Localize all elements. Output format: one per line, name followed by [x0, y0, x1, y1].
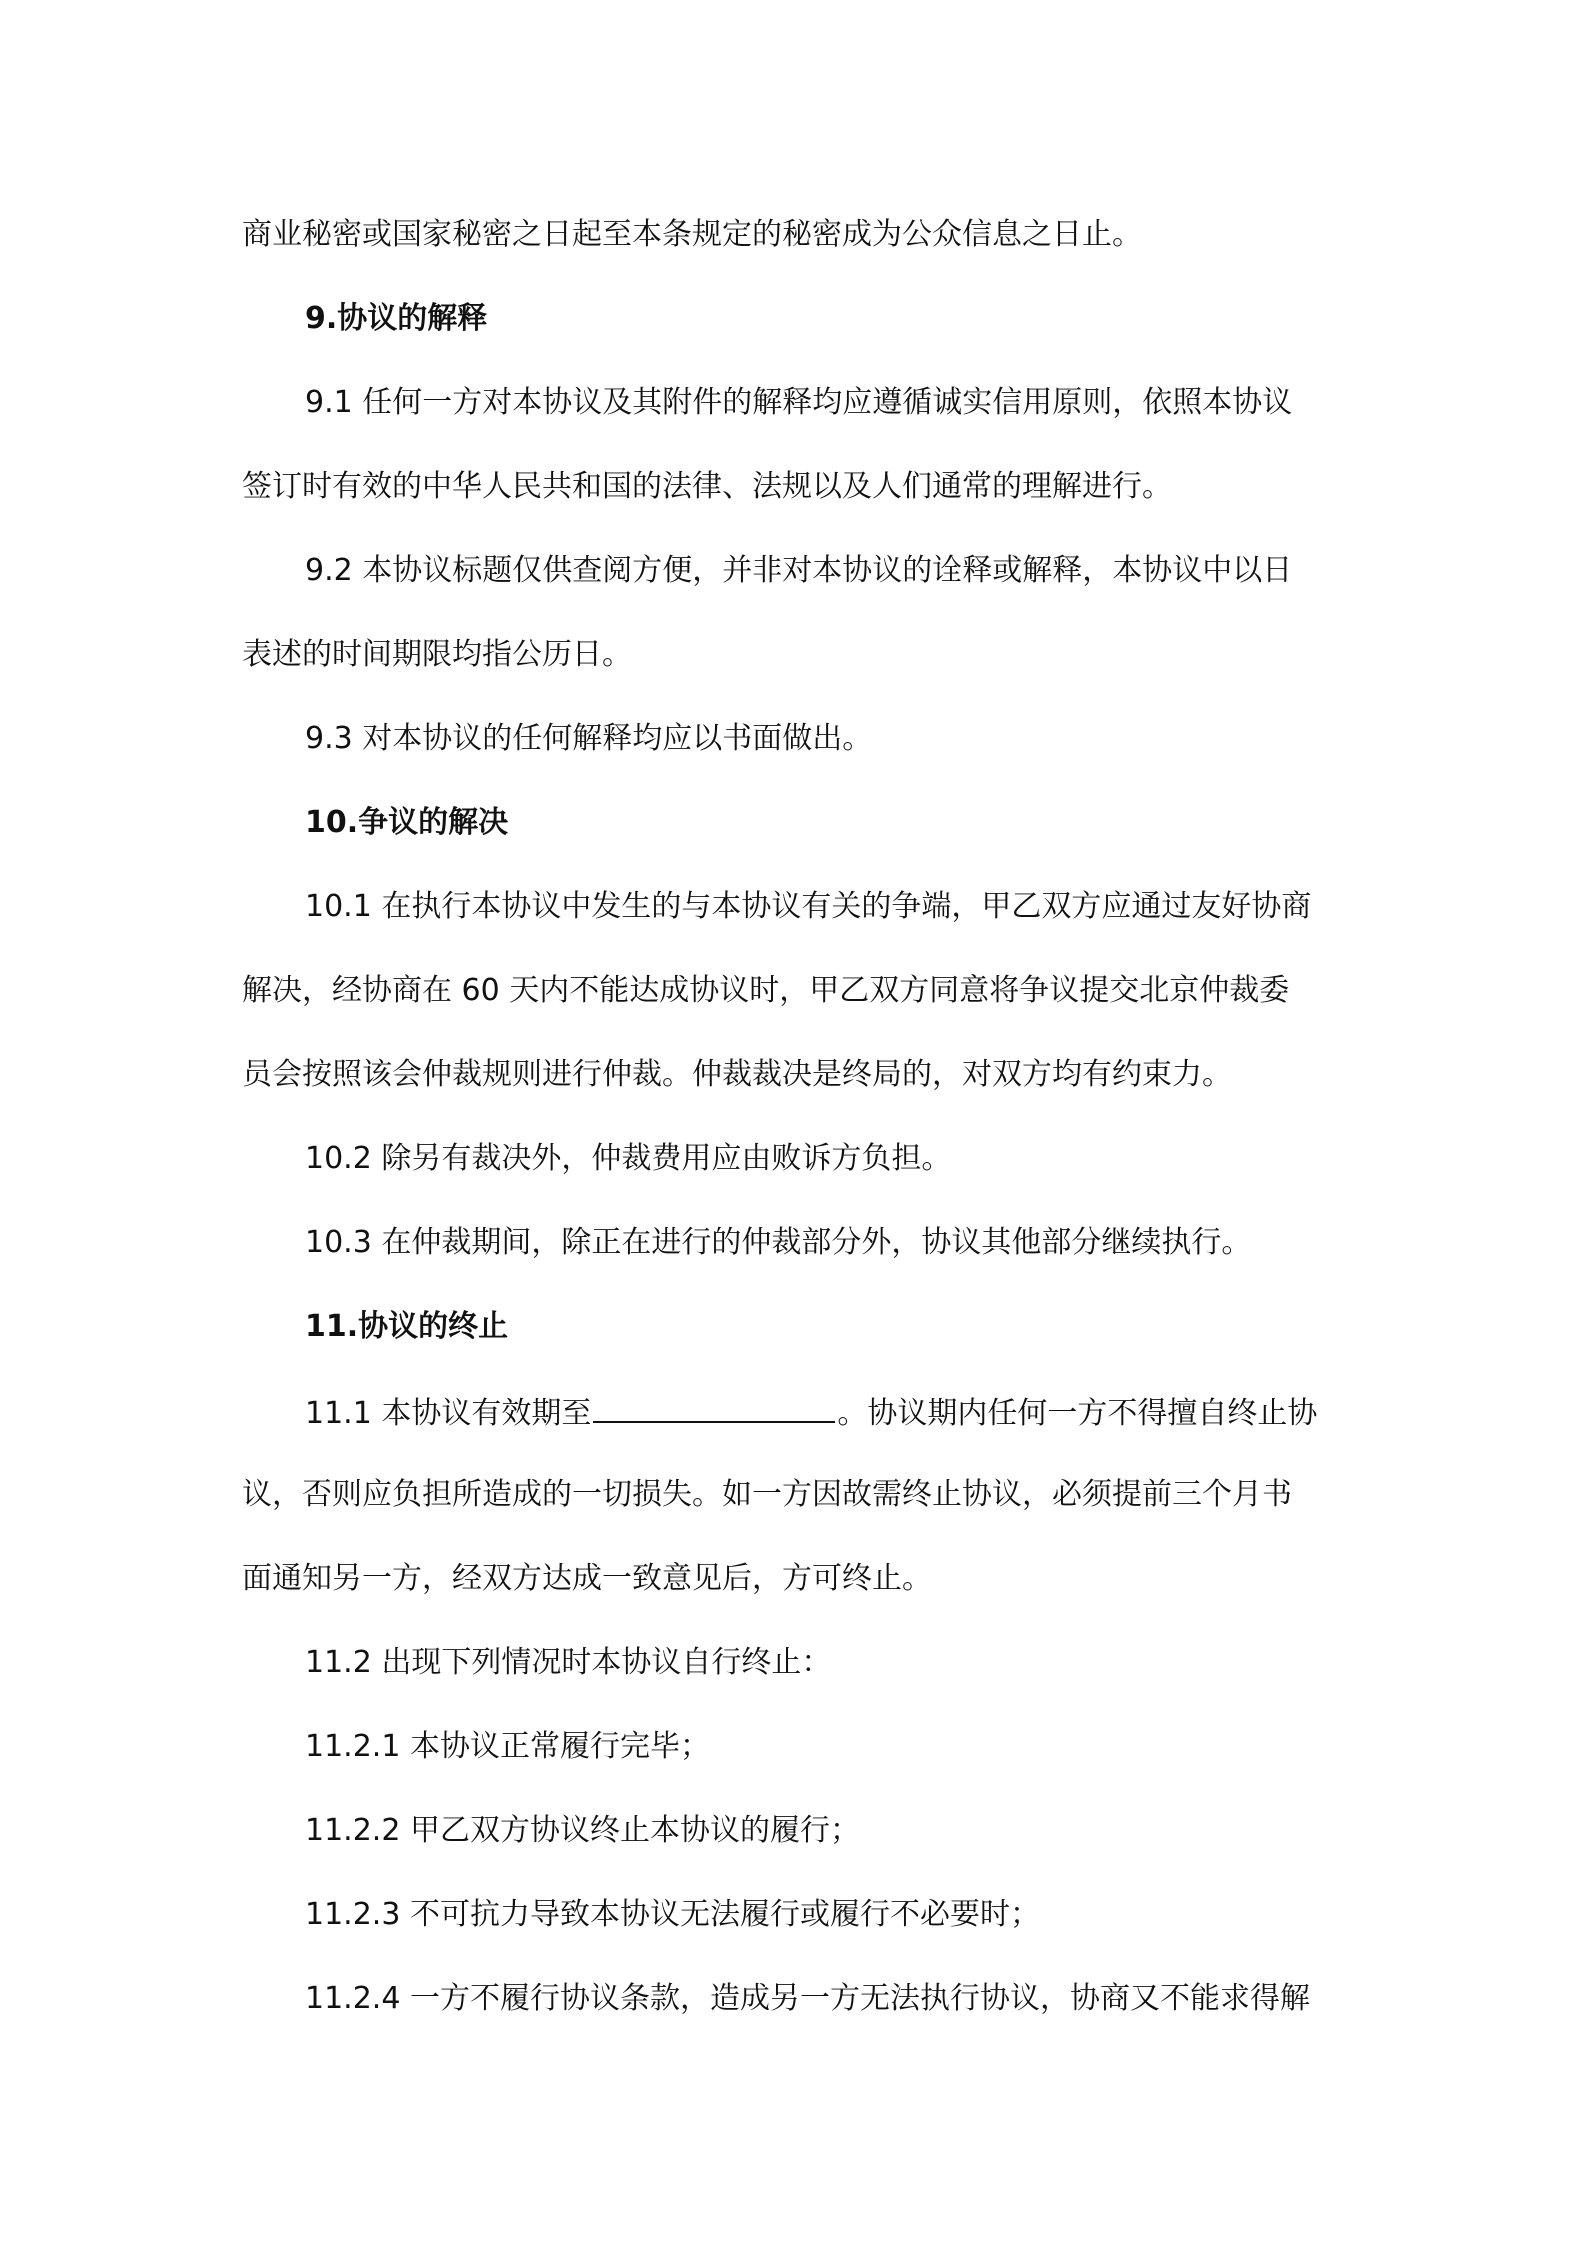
text-line	[305, 1391, 1362, 1434]
text-line: 10.2 除另有裁决外，仲裁费用应由败诉方负担。	[305, 1141, 952, 1176]
text-line: 10.1 在执行本协议中发生的与本协议有关的争端，甲乙双方应通过友好协商	[305, 889, 1312, 924]
text-segment: 11.1 本协议有效期至	[305, 1396, 592, 1431]
section-heading: 10.争议的解决	[305, 805, 509, 840]
text-line: 签订时有效的中华人民共和国的法律、法规以及人们通常的理解进行。	[242, 469, 1172, 504]
text-line: 11.2.4 一方不履行协议条款，造成另一方无法执行协议，协商又不能求得解	[305, 1981, 1310, 2016]
text-line: 面通知另一方，经双方达成一致意见后，方可终止。	[242, 1561, 932, 1596]
text-line: 11.2.1 本协议正常履行完毕；	[305, 1729, 710, 1764]
text-line: 11.2.3 不可抗力导致本协议无法履行或履行不必要时；	[305, 1897, 1040, 1932]
text-line: 解决，经协商在 60 天内不能达成协议时，甲乙双方同意将争议提交北京仲裁委	[242, 973, 1290, 1008]
text-line: 9.2 本协议标题仅供查阅方便，并非对本协议的诠释或解释，本协议中以日	[305, 553, 1293, 588]
text-line: 9.3 对本协议的任何解释均应以书面做出。	[305, 721, 873, 756]
text-line: 11.2 出现下列情况时本协议自行终止：	[305, 1645, 832, 1680]
section-heading: 9.协议的解释	[305, 301, 488, 336]
fill-in-blank	[593, 1391, 835, 1423]
text-line: 10.3 在仲裁期间，除正在进行的仲裁部分外，协议其他部分继续执行。	[305, 1225, 1252, 1260]
text-line: 商业秘密或国家秘密之日起至本条规定的秘密成为公众信息之日止。	[242, 217, 1142, 252]
text-line: 表述的时间期限均指公历日。	[242, 637, 632, 672]
text-line: 议，否则应负担所造成的一切损失。如一方因故需终止协议，必须提前三个月书	[242, 1477, 1292, 1512]
section-heading: 11.协议的终止	[305, 1309, 509, 1344]
text-line: 9.1 任何一方对本协议及其附件的解释均应遵循诚实信用原则，依照本协议	[305, 385, 1293, 420]
text-line: 11.2.2 甲乙双方协议终止本协议的履行；	[305, 1813, 860, 1848]
text-segment: 。协议期内任何一方不得擅自终止协	[837, 1396, 1318, 1431]
text-line: 员会按照该会仲裁规则进行仲裁。仲裁裁决是终局的，对双方均有约束力。	[242, 1057, 1232, 1092]
